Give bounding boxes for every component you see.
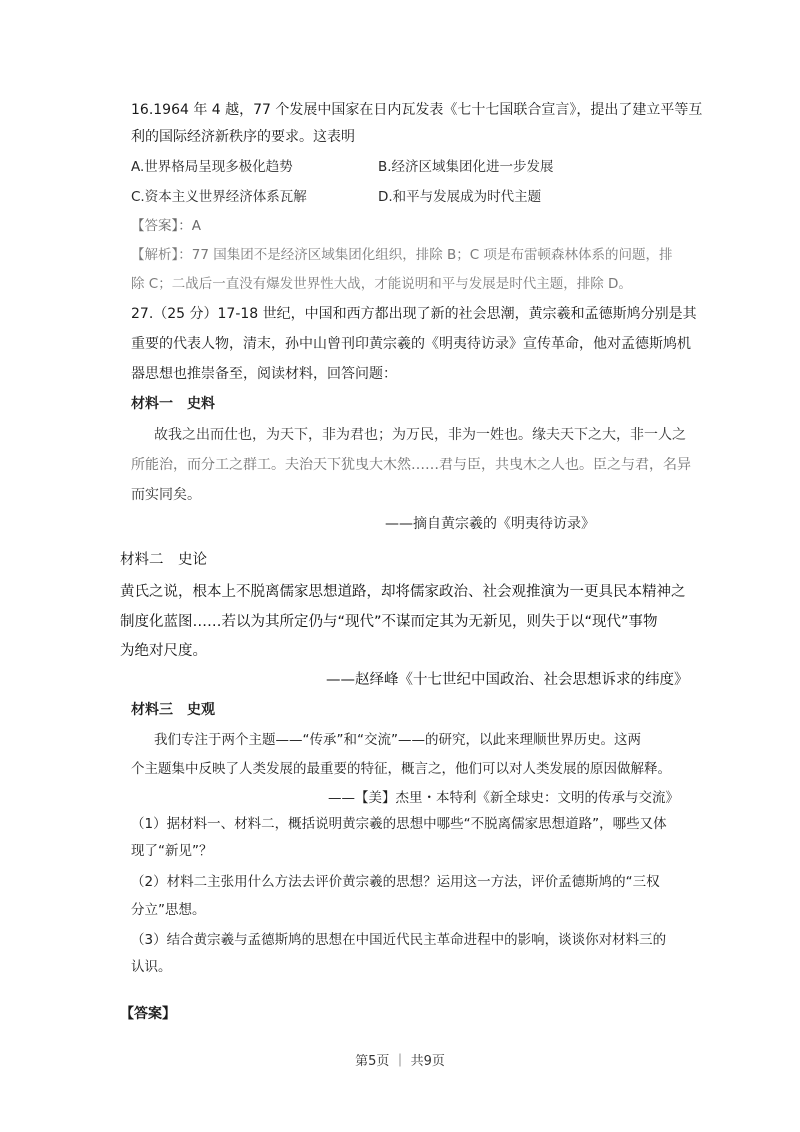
q16-explanation-line-2: 除 C；二战后一直没有爆发世界性大战，才能说明和平与发展是时代主题，排除 D。 (131, 276, 632, 292)
answer-label: 【答案】 (120, 1006, 176, 1022)
q16-explanation-line-1: 【解析】：77 国集团不是经济区域集团化组织，排除 B；C 项是布雷顿森林体系的问题，排 (131, 247, 673, 263)
question-1-line-2: 现了“新见”？ (131, 843, 213, 859)
q27-stem-line-3: 器思想也推崇备至，阅读材料，回答问题： (131, 366, 397, 382)
material-1-source: ——摘自黄宗羲的《明夷待访录》 (385, 516, 595, 532)
q27-stem-line-1: 27.（25 分）17-18 世纪，中国和西方都出现了新的社会思潮，黄宗羲和孟德斯鸠分别是其 (131, 306, 697, 322)
material-2-line-2: 制度化蓝图……若以为其所定仍与“现代”不谋而定其为无新见，则失于以“现代”事物 (120, 614, 658, 630)
q16-option-c: C.资本主义世界经济体系瓦解 (131, 189, 307, 205)
material-3-line-1: 我们专注于两个主题——“传承”和“交流”——的研究，以此来理顺世界历史。这两 (154, 732, 641, 748)
q16-stem-line-1: 16.1964 年 4 越，77 个发展中国家在日内瓦发表《七十七国联合宣言》，提出了建立平等互 (131, 102, 703, 118)
q16-stem-line-2: 利的国际经济新秩序的要求。这表明 (131, 129, 355, 145)
question-3-line-2: 认识。 (131, 959, 172, 975)
material-1-line-3: 而实同矣。 (131, 487, 201, 503)
q16-option-b: B.经济区域集团化进一步发展 (378, 159, 554, 175)
question-3-line-1: （3）结合黄宗羲与孟德斯鸠的思想在中国近代民主革命进程中的影响，谈谈你对材料三的 (131, 932, 667, 948)
material-1-line-1: 故我之出而仕也，为天下，非为君也；为万民，非为一姓也。缘夫天下之大，非一人之 (154, 427, 686, 443)
material-1-line-2: 所能治，而分工之群工。夫治天下犹曳大木然……君与臣，共曳木之人也。臣之与君，名异 (131, 457, 691, 473)
material-3-title: 材料三 史观 (131, 702, 215, 718)
material-1-title: 材料一 史料 (131, 396, 215, 412)
question-2-line-1: （2）材料二主张用什么方法去评价黄宗羲的思想？运用这一方法，评价孟德斯鸠的“三权 (131, 874, 660, 890)
material-3-source: ——【美】杰里・本特利《新全球史：文明的传承与交流》 (328, 790, 679, 806)
q16-answer: 【答案】：A (131, 218, 201, 234)
q16-option-d: D.和平与发展成为时代主题 (378, 189, 542, 205)
question-1-line-1: （1）据材料一、材料二，概括说明黄宗羲的思想中哪些“不脱离儒家思想道路”，哪些又体 (131, 816, 667, 832)
question-2-line-2: 分立”思想。 (131, 902, 206, 918)
q16-option-a: A.世界格局呈现多极化趋势 (131, 159, 293, 175)
material-2-line-1: 黄氏之说，根本上不脱离儒家思想道路，却将儒家政治、社会观推演为一更具民本精神之 (120, 584, 686, 600)
page-footer: 第5页 ｜ 共9页 (355, 1054, 445, 1069)
material-2-title: 材料二 史论 (120, 552, 207, 568)
material-2-source: ——赵绎峰《十七世纪中国政治、社会思想诉求的纬度》 (326, 672, 689, 688)
q27-stem-line-2: 重要的代表人物，清末，孙中山曾刊印黄宗羲的《明夷待访录》宣传革命，他对孟德斯鸠机 (131, 336, 691, 352)
material-2-line-3: 为绝对尺度。 (120, 643, 207, 659)
material-3-line-2: 个主题集中反映了人类发展的最重要的特征，概言之，他们可以对人类发展的原因做解释。 (131, 761, 671, 777)
